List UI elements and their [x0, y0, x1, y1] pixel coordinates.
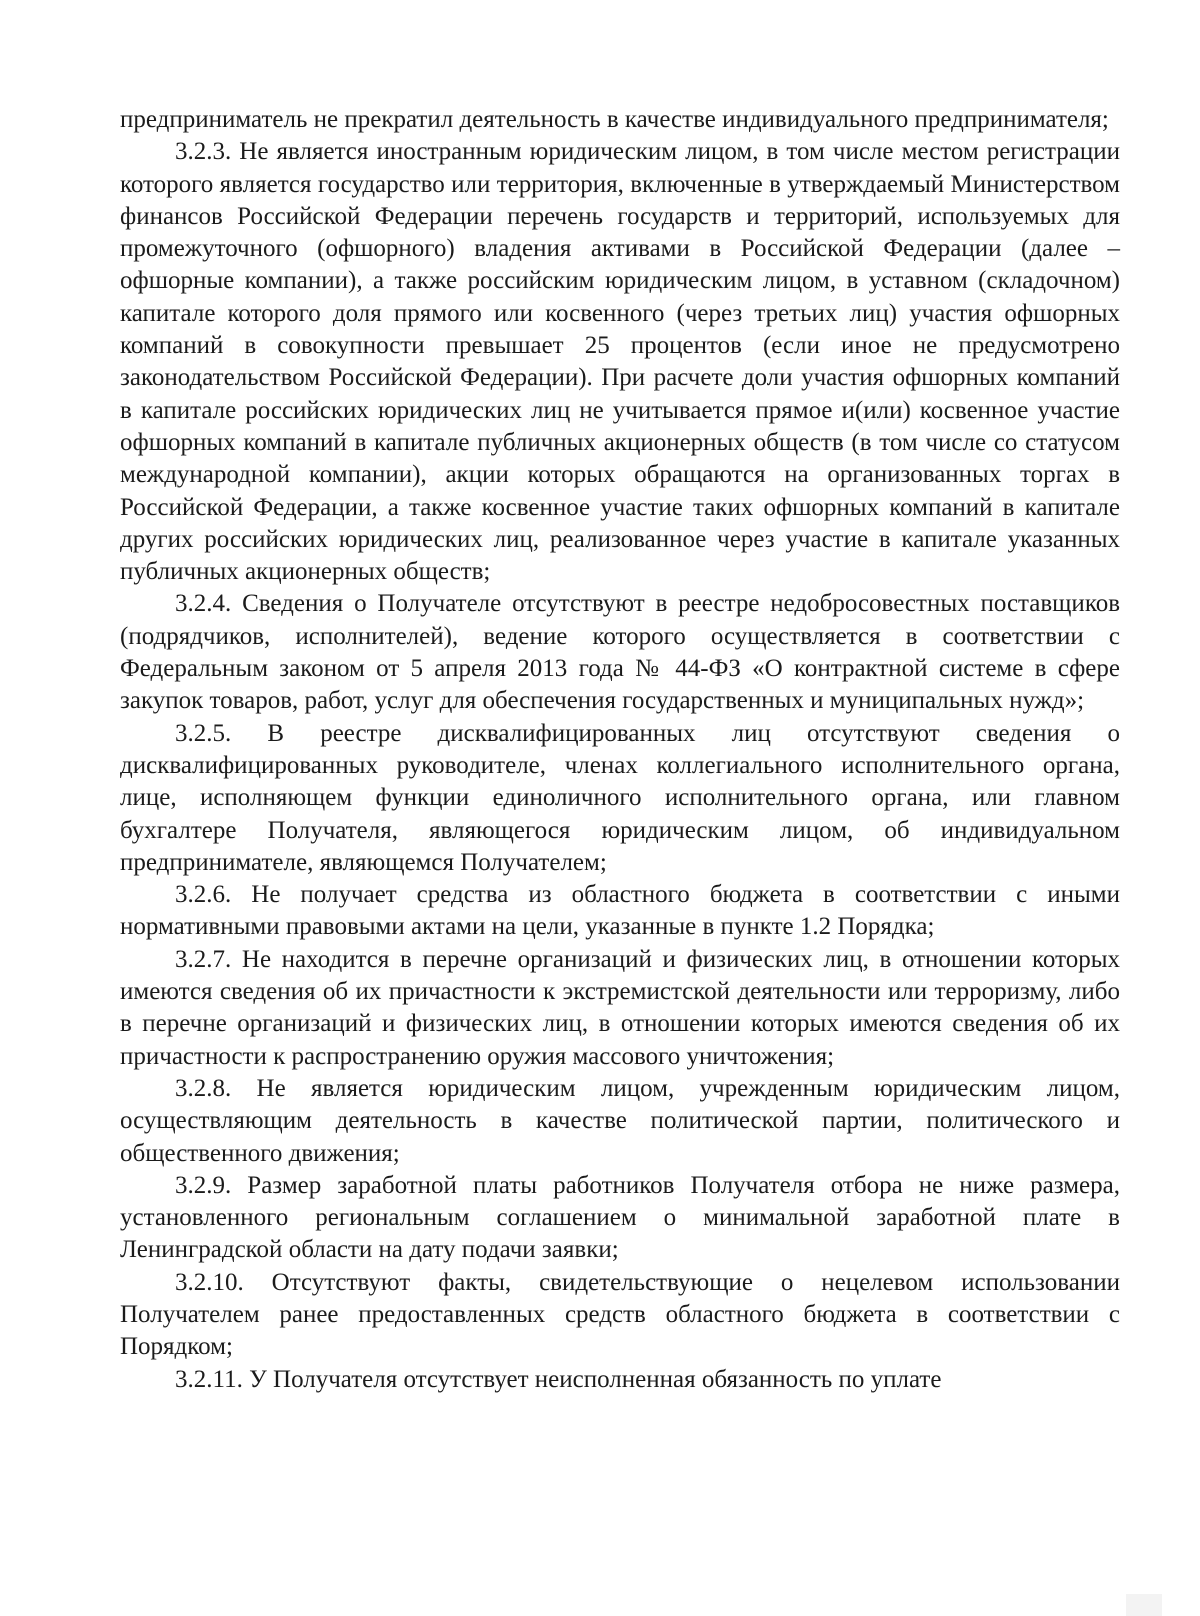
- paragraph-3-2-11: 3.2.11. У Получателя отсутствует неисполненная обязанность по уплате: [175, 1365, 942, 1393]
- scan-artifact: [1126, 1594, 1162, 1616]
- paragraph-continuation: предприниматель не прекратил деятельность в качестве индивидуального предпринимателя;: [120, 106, 1109, 133]
- paragraph-3-2-7: 3.2.7. Не находится в перечне организаций и физических лиц, в отношении которых имеются сведения об их причастности к экстремистской деятельности или терроризму, либо в перечне организаций и физических лиц, в отношении которых имеются сведения об их причастности к распространению оружия массового уничтожения;: [120, 945, 1120, 1070]
- paragraph-3-2-4: 3.2.4. Сведения о Получателе отсутствуют в реестре недобросовестных поставщиков (подрядчиков, исполнителей), ведение которого осуществляется в соответствии с Федеральным законом от 5 апреля 2013 года № 44-ФЗ «О контрактной системе в сфере закупок товаров, работ, услуг для обеспечения государственных и муниципальных нужд»;: [120, 590, 1120, 715]
- paragraph-3-2-9: 3.2.9. Размер заработной платы работников Получателя отбора не ниже размера, установленного региональным соглашением о минимальной заработной плате в Ленинградской области на дату подачи заявки;: [120, 1171, 1120, 1264]
- paragraph-3-2-5: 3.2.5. В реестре дисквалифицированных лиц отсутствуют сведения о дисквалифицированных руководителе, членах коллегиального исполнительного органа, лице, исполняющем функции единоличного исполнительного органа, или главном бухгалтере Получателя, являющегося юридическим лицом, об индивидуальном предпринимателе, являющемся Получателем;: [120, 719, 1120, 876]
- paragraph-3-2-6: 3.2.6. Не получает средства из областного бюджета в соответствии с иными нормативными правовыми актами на цели, указанные в пункте 1.2 Порядка;: [120, 881, 1120, 941]
- paragraph-3-2-3: 3.2.3. Не является иностранным юридическим лицом, в том числе местом регистрации которого является государство или территория, включенные в утверждаемый Министерством финансов Российской Федерации перечень государств и территорий, используемых для промежуточного (офшорного) владения активами в Российской Федерации (далее – офшорные компании), а также российским юридическим лицом, в уставном (складочном) капитале которого доля прямого или косвенного (через третьих лиц) участия офшорных компаний в совокупности превышает 25 процентов (если иное не предусмотрено законодательством Российской Федерации). При расчете доли участия офшорных компаний в капитале российских юридических лиц не учитывается прямое и(или) косвенное участие офшорных компаний в капитале публичных акционерных обществ (в том числе со статусом международной компании), акции которых обращаются на организованных торгах в Российской Федерации, а также косвенное участие таких офшорных компаний в капитале других российских юридических лиц, реализованное через участие в капитале указанных публичных акционерных обществ;: [120, 138, 1120, 586]
- paragraph-3-2-8: 3.2.8. Не является юридическим лицом, учрежденным юридическим лицом, осуществляющим деятельность в качестве политической партии, политического и общественного движения;: [120, 1074, 1120, 1167]
- paragraph-3-2-10: 3.2.10. Отсутствуют факты, свидетельствующие о нецелевом использовании Получателем ранее предоставленных средств областного бюджета в соответствии с Порядком;: [120, 1268, 1120, 1361]
- document-body: [120, 104, 1120, 1396]
